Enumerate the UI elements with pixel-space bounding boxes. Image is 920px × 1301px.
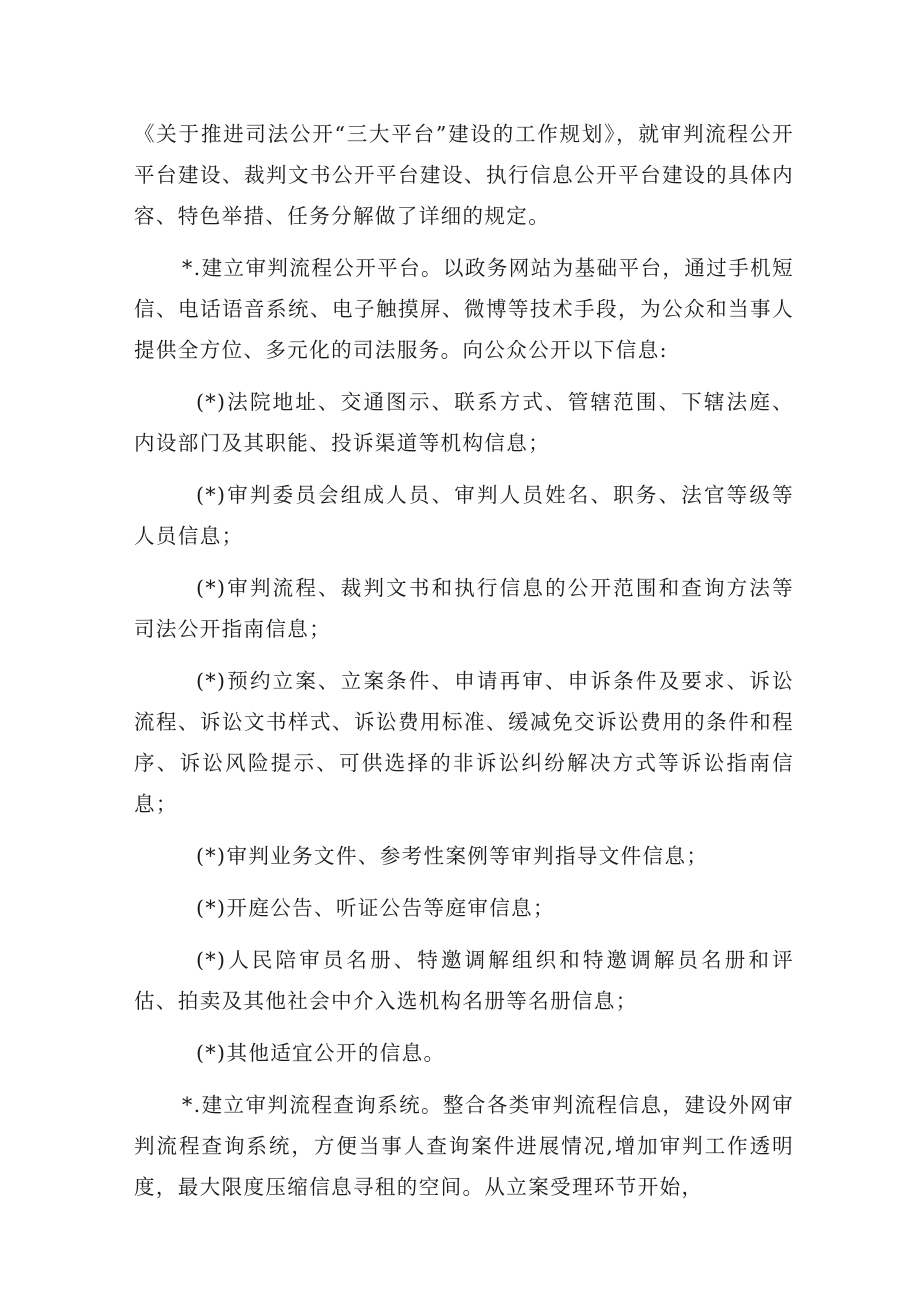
list-item: (*)审判业务文件、参考性案例等审判指导文件信息； — [196, 844, 709, 868]
list-item: (*)人民陪审员名册、特邀调解组织和特邀调解员名册和评估、拍卖及其他社会中介入选机构名册等名册信息； — [134, 948, 794, 1013]
paragraph-section-query-system: *.建立审判流程查询系统。整合各类审判流程信息，建设外网审判流程查询系统，方便当事人查询案件进展情况,增加审判工作透明度，最大限度压缩信息寻租的空间。从立案受理环节开始， — [134, 1093, 794, 1199]
document-body — [134, 114, 794, 1219]
list-item: (*)法院地址、交通图示、联系方式、管辖范围、下辖法庭、内设部门及其职能、投诉渠道等机构信息； — [134, 390, 794, 455]
list-item: (*)审判流程、裁判文书和执行信息的公开范围和查询方法等司法公开指南信息； — [134, 576, 794, 641]
paragraph-intro: 《关于推进司法公开“三大平台”建设的工作规划》，就审判流程公开平台建设、裁判文书公开平台建设、执行信息公开平台建设的具体内容、特色举措、任务分解做了详细的规定。 — [134, 122, 794, 228]
paragraph-section-trial-process-platform: *.建立审判流程公开平台。以政务网站为基础平台，通过手机短信、电话语音系统、电子触摸屏、微博等技术手段，为公众和当事人提供全方位、多元化的司法服务。向公众公开以下信息: — [134, 256, 794, 362]
list-item: (*)预约立案、立案条件、申请再审、申诉条件及要求、诉讼流程、诉讼文书样式、诉讼费用标准、缓减免交诉讼费用的条件和程序、诉讼风险提示、可供选择的非诉讼纠纷解决方式等诉讼指南信息； — [134, 669, 794, 816]
list-item: (*)其他适宜公开的信息。 — [196, 1041, 446, 1065]
list-item: (*)开庭公告、听证公告等庭审信息； — [196, 896, 555, 920]
list-item: (*)审判委员会组成人员、审判人员姓名、职务、法官等级等人员信息； — [134, 483, 794, 548]
